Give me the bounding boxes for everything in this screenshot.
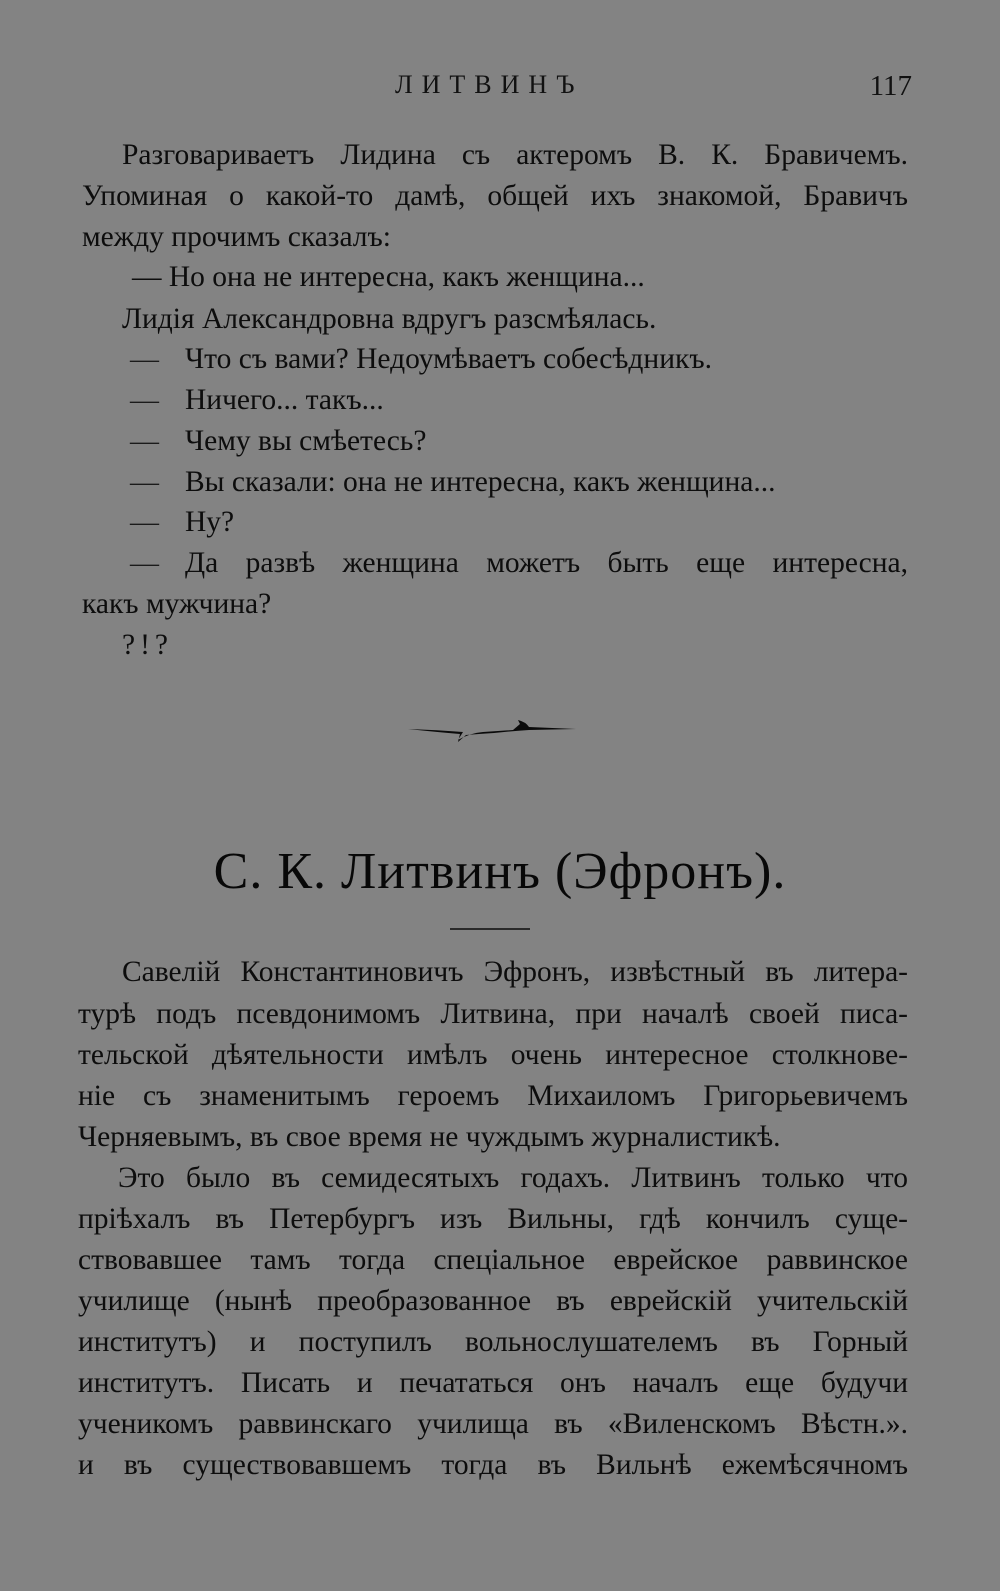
dialogue-dash: — bbox=[130, 425, 159, 457]
title-rule bbox=[450, 928, 530, 930]
dialogue-dash: — bbox=[130, 547, 159, 579]
text-line: турѣ подъ псевдонимомъ Литвина, при началѣ своей писа- bbox=[78, 998, 908, 1030]
text-line: Это было въ семидесятыхъ годахъ. Литвинъ только что bbox=[118, 1162, 908, 1194]
dialogue-dash: — bbox=[130, 384, 159, 416]
text-line: училище (нынѣ преобразованное въ еврейскій учительскій bbox=[78, 1285, 908, 1317]
dialogue-dash: — bbox=[130, 466, 159, 498]
text-line: пріѣхалъ въ Петербургъ изъ Вильны, гдѣ кончилъ суще- bbox=[78, 1203, 908, 1235]
text-line: Упоминая о какой-то дамѣ, общей ихъ знакомой, Бравичъ bbox=[82, 180, 908, 212]
text-line: между прочимъ сказалъ: bbox=[82, 221, 391, 253]
text-line: ученикомъ раввинскаго училища въ «Виленскомъ Вѣстн.». bbox=[78, 1408, 908, 1440]
dialogue-dash: — bbox=[130, 506, 159, 538]
text-line: институтъ) и поступилъ вольнослушателемъ въ Горный bbox=[78, 1326, 908, 1358]
text-line: Савелій Константиновичъ Эфронъ, извѣстный въ литера- bbox=[122, 956, 908, 988]
text-line: Разговариваетъ Лидина съ актеромъ В. К. Бравичемъ. bbox=[122, 139, 908, 171]
text-line: Ничего... такъ... bbox=[185, 384, 384, 416]
page-number: 117 bbox=[869, 70, 912, 102]
ornament-divider bbox=[408, 716, 576, 746]
section-title: С. К. Литвинъ (Эфронъ). bbox=[213, 843, 787, 900]
running-head: ЛИТВИНЪ bbox=[395, 70, 584, 99]
text-line: Что съ вами? Недоумѣваетъ собесѣдникъ. bbox=[185, 343, 712, 375]
text-line: Ну? bbox=[185, 506, 235, 538]
text-line: Чему вы смѣетесь? bbox=[185, 425, 427, 457]
text-line: ?!? bbox=[122, 629, 174, 661]
text-line: Вы сказали: она не интересна, какъ женщина... bbox=[185, 466, 776, 498]
text-line: Да развѣ женщина можетъ быть еще интересна, bbox=[185, 547, 908, 579]
text-line: какъ мужчина? bbox=[82, 588, 272, 620]
text-line: Лидія Александровна вдругъ разсмѣялась. bbox=[122, 303, 657, 335]
dialogue-dash: — bbox=[130, 343, 159, 375]
text-line: тельской дѣятельности имѣлъ очень интересное столкнове- bbox=[78, 1039, 908, 1071]
text-line: ніе съ знаменитымъ героемъ Михаиломъ Григорьевичемъ bbox=[78, 1080, 908, 1112]
text-line: институтъ. Писать и печататься онъ началъ еще будучи bbox=[78, 1367, 908, 1399]
text-line: Черняевымъ, въ свое время не чуждымъ журналистикѣ. bbox=[78, 1121, 781, 1153]
text-line: и въ существовавшемъ тогда въ Вильнѣ ежемѣсячномъ bbox=[78, 1449, 908, 1481]
text-line: ствовавшее тамъ тогда спеціальное еврейское раввинское bbox=[78, 1244, 908, 1276]
text-line: — Но она не интересна, какъ женщина... bbox=[132, 261, 645, 293]
